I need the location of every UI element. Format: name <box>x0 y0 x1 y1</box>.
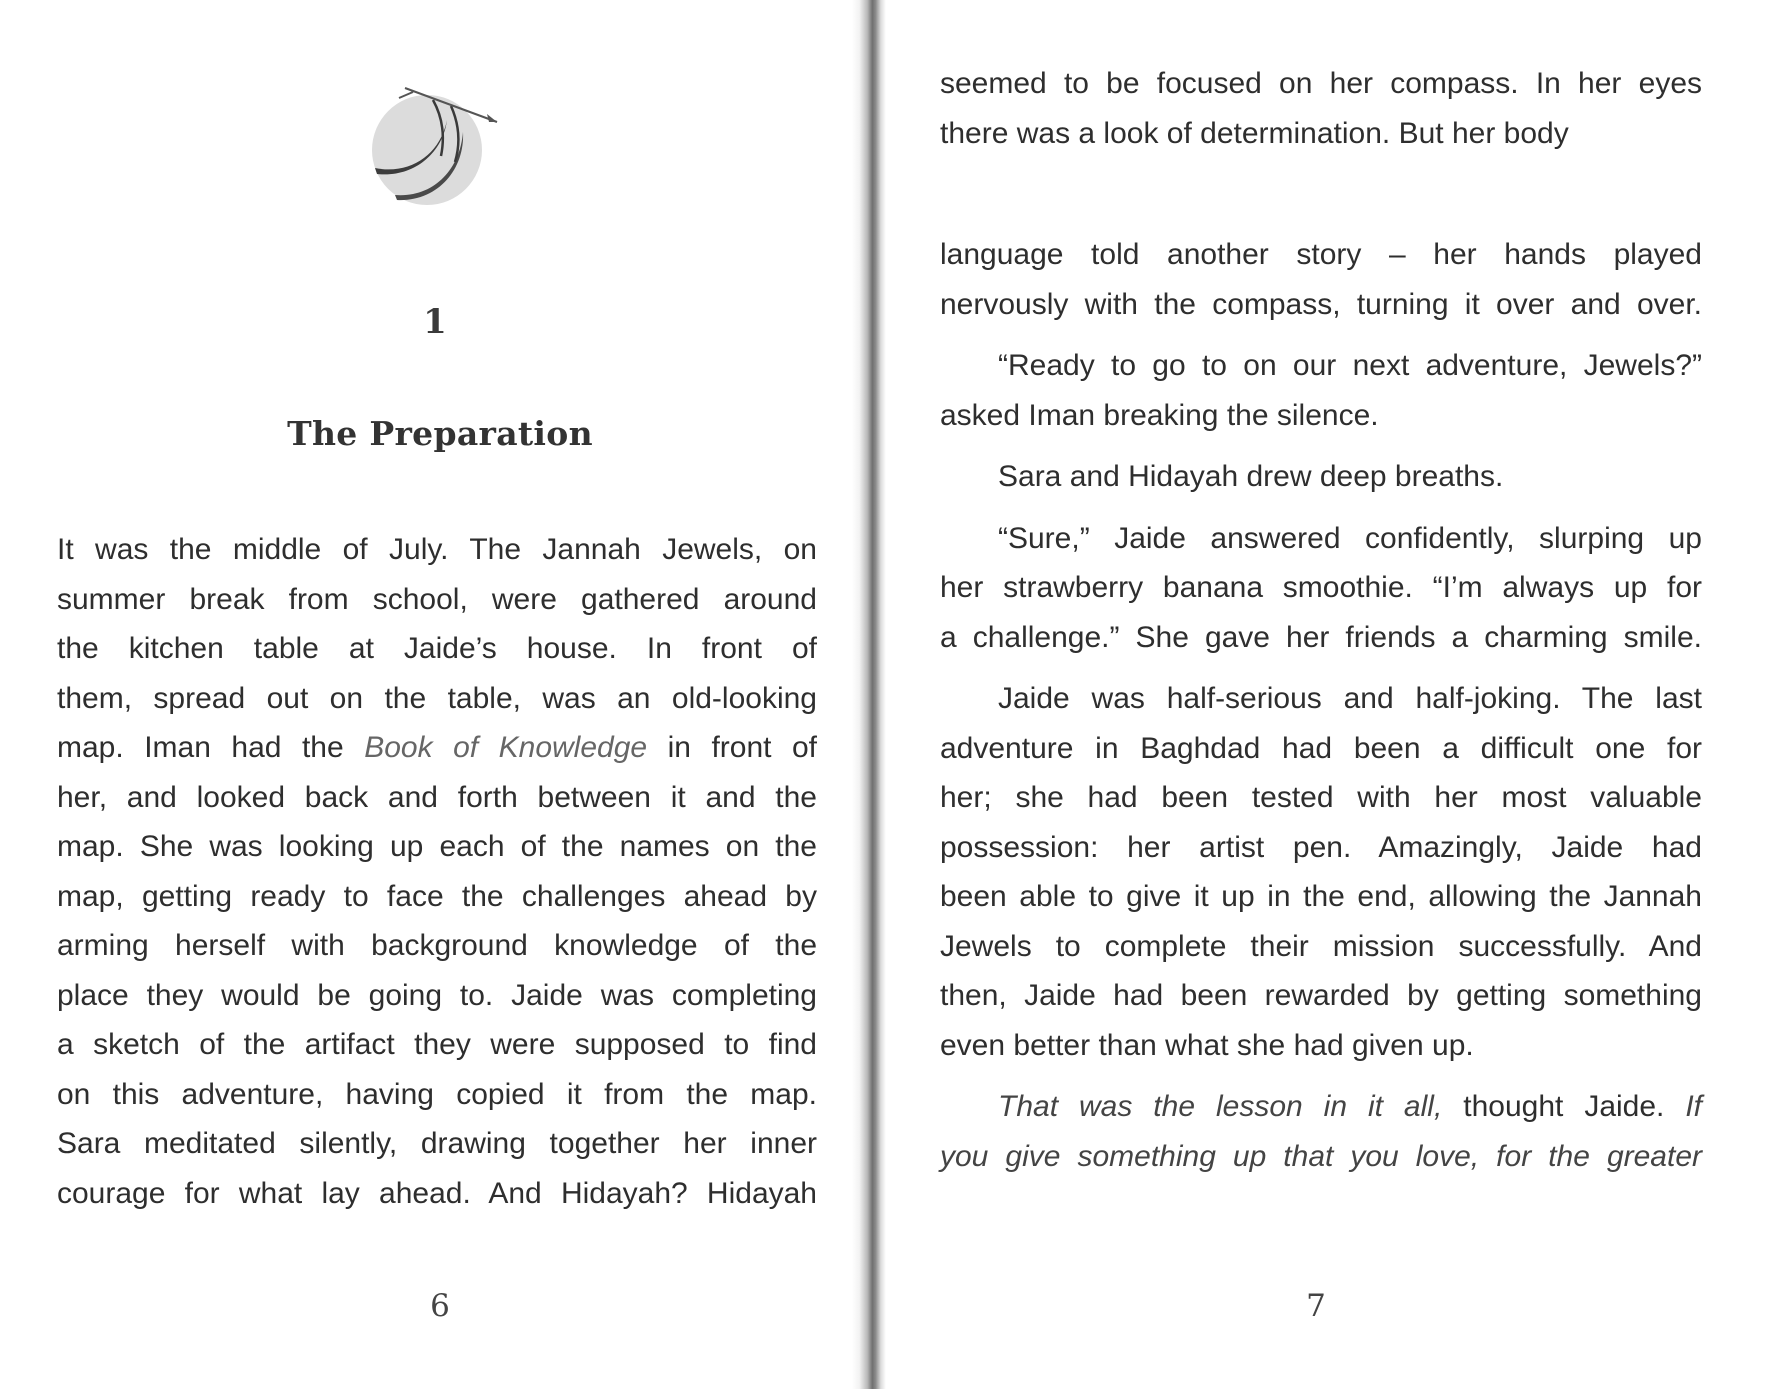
text-line: courage for what lay ahead. And Hidayah? Hidayah <box>57 1176 817 1210</box>
text-line: summer break from school, were gathered around <box>57 582 817 616</box>
text-segment: in front of <box>667 731 818 764</box>
page-number-right: 7 <box>1306 1288 1326 1324</box>
text-line: Jaide was half-serious and half-joking. The last <box>998 682 1702 715</box>
right-page-top-text <box>940 59 1702 158</box>
text-line: there was a look of determination. But her body <box>940 116 1569 150</box>
book-title: Book of Knowledge <box>364 731 648 764</box>
paragraph <box>940 514 1702 663</box>
text-line: “Sure,” Jaide answered confidently, slurping up <box>998 521 1702 555</box>
italic-text: That was the lesson in it all, <box>998 1090 1443 1123</box>
paragraph <box>940 341 1702 440</box>
text-line <box>940 1082 1702 1132</box>
paragraph <box>940 230 1702 329</box>
text-line: a sketch of the artifact they were supposed to find <box>57 1028 817 1061</box>
text-line: nervously with the compass, turning it over and over. <box>940 287 1702 321</box>
text-line: her, and looked back and forth between it and the <box>57 780 817 814</box>
text-line: seemed to be focused on her compass. In her eyes <box>940 67 1702 100</box>
text-line: language told another story – her hands played <box>940 238 1702 271</box>
text-line: It was the middle of July. The Jannah Jewels, on <box>57 533 817 566</box>
chapter-title: The Preparation <box>287 414 593 453</box>
text-line: map. She was looking up each of the names on the <box>57 830 817 863</box>
text-line: you give something up that you love, for the greater <box>940 1139 1702 1173</box>
page-number-left: 6 <box>430 1288 450 1324</box>
text-line: been able to give it up in the end, allowing the Jannah <box>940 880 1702 913</box>
text-line: map, getting ready to face the challenges ahead by <box>57 879 817 913</box>
paragraph <box>940 1082 1702 1181</box>
text-line: a challenge.” She gave her friends a charming smile. <box>940 620 1702 654</box>
text-line: them, spread out on the table, was an old-looking <box>57 681 817 715</box>
text-segment: thought Jaide. <box>1442 1090 1686 1123</box>
text-line: Jewels to complete their mission successfully. And <box>940 929 1702 963</box>
text-segment: map. Iman had the <box>57 731 344 764</box>
paragraph <box>940 674 1702 1070</box>
text-line: the kitchen table at Jaide’s house. In front of <box>57 632 817 665</box>
left-page-body <box>57 525 817 1218</box>
text-line: “Ready to go to on our next adventure, Jewels?” <box>998 349 1702 382</box>
text-line: her; she had been tested with her most valuable <box>940 781 1702 814</box>
text-line: Sara and Hidayah drew deep breaths. <box>998 460 1504 493</box>
text-line: then, Jaide had been rewarded by getting something <box>940 979 1702 1012</box>
text-line: possession: her artist pen. Amazingly, Jaide had <box>940 830 1702 864</box>
text-line: place they would be going to. Jaide was completing <box>57 978 817 1012</box>
text-line: arming herself with background knowledge of the <box>57 929 817 962</box>
text-line: on this adventure, having copied it from the map. <box>57 1077 817 1111</box>
right-page-body <box>940 230 1702 1181</box>
paragraph <box>940 452 1702 502</box>
text-line: her strawberry banana smoothie. “I’m always up for <box>940 571 1702 604</box>
italic-text: If <box>1685 1090 1703 1123</box>
chapter-number: 1 <box>423 302 447 342</box>
text-line: asked Iman breaking the silence. <box>940 398 1379 432</box>
crescent-moon-scimitars-icon <box>355 70 525 220</box>
text-line: Sara meditated silently, drawing together her inner <box>57 1127 817 1160</box>
text-line: adventure in Baghdad had been a difficult one for <box>940 731 1702 765</box>
text-line: even better than what she had given up. <box>940 1028 1474 1062</box>
text-line <box>57 723 817 773</box>
book-gutter <box>852 0 886 1389</box>
